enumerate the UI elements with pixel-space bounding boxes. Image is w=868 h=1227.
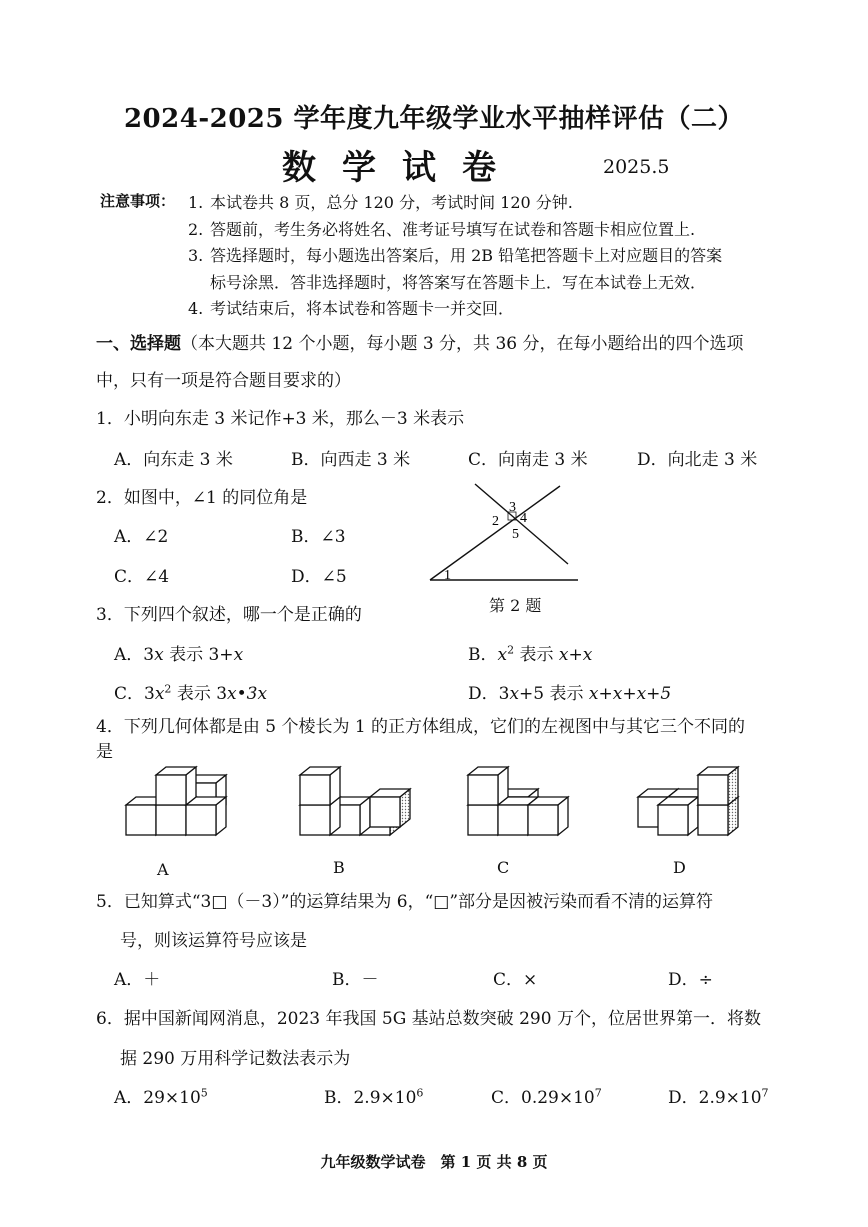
cube-b-top [300,767,340,805]
cube-d-top [698,767,738,805]
question-5-option-c: C．× [493,970,538,990]
question-1-option-b: B．向西走 3 米 [291,450,411,470]
note-item: 4. 考试结束后，将本试卷和答题卡一并交回． [188,299,515,318]
section-description: 中，只有一项是符合题目要求的） [96,371,351,391]
question-5-stem-cont: 号，则该运算符号应该是 [120,931,307,951]
exam-subtitle: 数学试卷 [282,148,522,188]
cube-a-top [156,767,196,805]
angle-label-2: 2 [492,514,499,529]
angle-label-1: 1 [444,568,451,583]
angle-label-5: 5 [512,527,519,542]
angle-label-3: 3 [509,500,516,515]
angle-label-4: 4 [520,511,527,526]
question-5-stem: 5．已知算式“3□（－3）”的运算结果为 6，“□”部分是因被污染而看不清的运算符 [96,892,714,912]
question-6-option-d: D．$2.9\times 10^7$ [668,1086,769,1108]
section-heading: 一、选择题（本大题共 12 个小题，每小题 3 分，共 36 分，在每小题给出的四个选项 [96,334,744,354]
question-3-option-a: A．3x 表示 3+x [114,645,244,665]
question-3-option-c: C．$3x^2$ 表示 3x•3x [114,682,268,704]
cube-b-back [370,789,410,827]
cube-c-3 [528,797,568,835]
cube-a-3 [186,797,226,835]
question-2-option-a: A．∠2 [114,527,169,547]
figure-label-a: A [157,860,169,879]
cube-c-top [468,767,508,805]
exam-title: 2024-2025 学年度九年级学业水平抽样评估（二） [123,104,745,134]
question-4-figures [110,760,760,850]
question-3-stem: 3．下列四个叙述，哪一个是正确的 [96,605,362,625]
question-2-figure [420,478,590,588]
question-5-option-b: B．－ [332,970,379,990]
question-1-option-d: D．向北走 3 米 [637,450,758,470]
question-6-stem: 6．据中国新闻网消息，2023 年我国 5G 基站总数突破 290 万个，位居世界第一．将数 [96,1009,761,1029]
note-item: 3. 答选择题时，每小题选出答案后，用 2B 铅笔把答题卡上对应题目的答案 [188,246,723,265]
question-1-stem: 1．小明向东走 3 米记作+3 米，那么－3 米表示 [96,409,465,429]
notes-label: 注意事项： [100,192,176,210]
question-6-option-a: A．$29\times 10^5$ [114,1086,208,1108]
cube-d-front [658,797,698,835]
question-4-stem-cont: 是 [96,742,113,762]
figure-label-d: D [673,858,686,877]
note-item: 标号涂黑．答非选择题时，将答案写在答题卡上．写在本试卷上无效． [210,273,707,292]
question-2-stem: 2．如图中，∠1 的同位角是 [96,488,308,508]
exam-date: 2025.5 [603,156,670,178]
note-item: 1. 本试卷共 8 页，总分 120 分，考试时间 120 分钟. [188,193,573,212]
page-footer: 九年级数学试卷 第 1 页 共 8 页 [320,1153,548,1171]
question-2-option-c: C．∠4 [114,567,170,587]
question-3-option-d: D．3x+5 表示 x+x+x+5 [468,684,672,704]
question-5-option-d: D．÷ [668,970,713,990]
figure-label-b: B [333,858,345,877]
question-6-stem-cont: 据 290 万用科学记数法表示为 [120,1049,351,1069]
question-1-option-c: C．向南走 3 米 [468,450,588,470]
question-2-option-d: D．∠5 [291,567,347,587]
note-item: 2. 答题前，考生务必将姓名、准考证号填写在试卷和答题卡相应位置上. [188,220,696,239]
question-6-option-b: B．$2.9\times 10^6$ [324,1086,424,1108]
question-1-option-a: A．向东走 3 米 [114,450,233,470]
question-2-option-b: B．∠3 [291,527,346,547]
question-4-stem: 4．下列几何体都是由 5 个棱长为 1 的正方体组成，它们的左视图中与其它三个不同的 [96,717,746,737]
question-2-figure-caption: 第 2 题 [489,596,542,615]
question-5-option-a: A．＋ [114,970,161,990]
question-3-option-b: B．$x^2$ 表示 x+x [468,643,593,665]
question-6-option-c: C．$0.29\times 10^7$ [491,1086,602,1108]
figure-label-c: C [497,858,510,877]
